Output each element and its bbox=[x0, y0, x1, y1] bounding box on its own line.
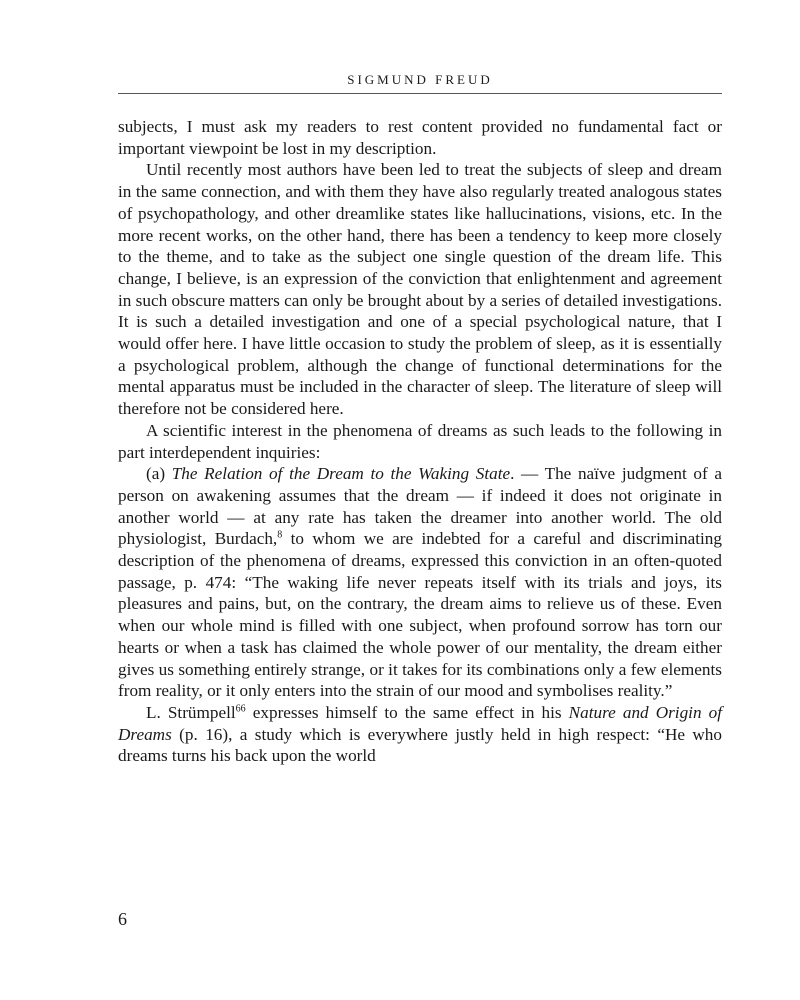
reference-marker: 8 bbox=[277, 529, 283, 541]
running-head: SIGMUND FREUD bbox=[347, 72, 493, 87]
paragraph-scientific-interest: A scientific interest in the phenomena of dreams as such leads to the following in part interdependent inquiries: bbox=[118, 420, 722, 462]
text-segment: L. Strümpell bbox=[146, 702, 236, 722]
text-segment: . — The naïve judgment of a person on awakening assumes that the dream — if indeed it does not originate in another world — at any rate has taken the dreamer into another world. The old physiologist, Burdach, bbox=[118, 464, 723, 549]
header-rule bbox=[118, 93, 722, 94]
paragraph-continuation: subjects, I must ask my readers to rest content provided no fundamental fact or important viewpoint be lost in my description. bbox=[118, 117, 722, 158]
page-number: 6 bbox=[118, 909, 127, 929]
section-label: (a) bbox=[146, 464, 172, 484]
reference-marker: 66 bbox=[235, 703, 246, 715]
paragraph-relation-waking-state bbox=[118, 463, 722, 702]
text-segment: (p. 16), a study which is everywhere justly held in high respect: “He who dreams turns his back upon the world bbox=[118, 724, 722, 766]
book-title: Nature and Origin of Dreams bbox=[118, 702, 722, 744]
paragraph-authors: Until recently most authors have been led to treat the subjects of sleep and dream in the same connection, and with them they have also regularly treated analogous states of psychopathology, and other dreamlike states like hallucinations, visions, etc. In the more recent works, on the other hand, there has been a tendency to keep more closely to the theme, and to take as the subject one single question of the dream life. This change, I believe, is an expression of the conviction that enlightenment and agreement in such obscure matters can only be brought about by a series of detailed investigations. It is such a detailed investigation and one of a special psychological nature, that I would offer here. I have little occasion to study the problem of sleep, as it is essentially a psychological problem, although the change of functional determinations for the mental apparatus must be included in the character of sleep. The literature of sleep will therefore not be considered here. bbox=[118, 160, 722, 419]
paragraph-struempell bbox=[118, 702, 722, 767]
body-text bbox=[118, 116, 722, 767]
text-segment: expresses himself to the same effect in his bbox=[245, 702, 569, 722]
text-segment: to whom we are indebted for a careful and discriminating description of the phenomena of dreams, expressed this conviction in an often-quoted passage, p. 474: “The waking life never repeats itself with its trials and joys, its pleasures and pains, but, on the contrary, the dream aims to relieve us of these. Even when our whole mind is filled with one subject, when profound sorrow has torn our hearts or when a task has claimed the whole power of our mentality, the dream either gives us something entirely strange, or it takes for its combinations only a few elements from reality, or it only enters into the strain of our mood and symbolises reality.” bbox=[118, 529, 722, 701]
section-title: The Relation of the Dream to the Waking State bbox=[171, 464, 511, 484]
